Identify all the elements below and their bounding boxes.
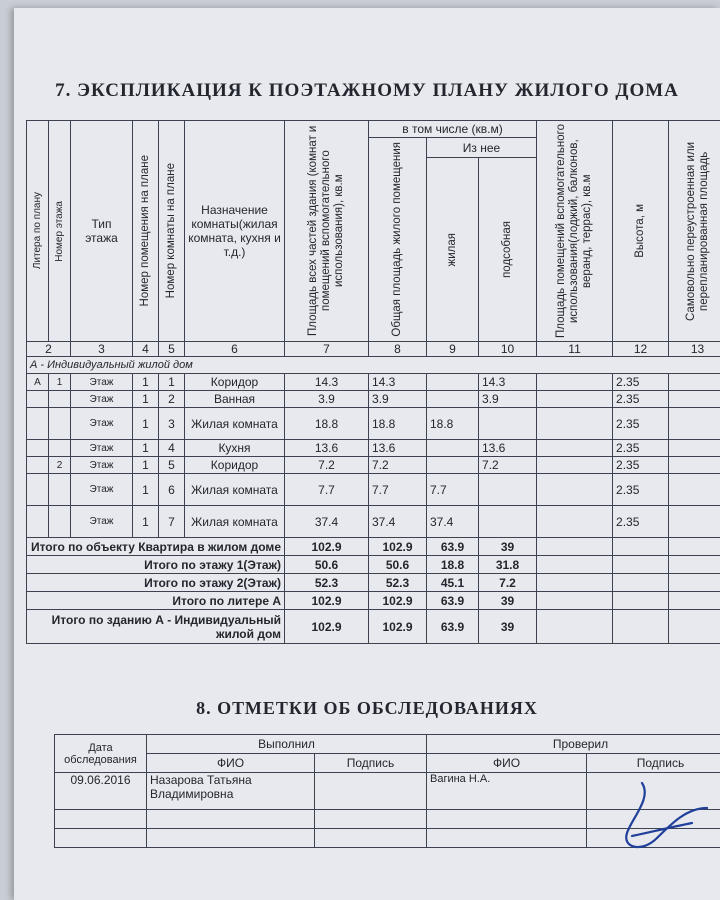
- cell-aux-area: [537, 506, 613, 538]
- cell-height: 2.35: [613, 474, 669, 506]
- total-living: 45.1: [427, 574, 479, 592]
- cell-unauthorized: [669, 474, 720, 506]
- total-total: 102.9: [369, 538, 427, 556]
- cell-total: 3.9: [369, 391, 427, 408]
- cell-floor: [49, 474, 71, 506]
- cell-litera: [27, 474, 49, 506]
- cell-total: 37.4: [369, 506, 427, 538]
- total-area: 52.3: [285, 574, 369, 592]
- total-row: [27, 556, 720, 574]
- table-row: [27, 391, 720, 408]
- total-aux: 7.2: [479, 574, 537, 592]
- total-label: Итого по этажу 2(Этаж): [27, 574, 285, 592]
- cell-type: Этаж: [71, 474, 133, 506]
- cell-room-no: 1: [133, 474, 159, 506]
- cell-floor: [49, 391, 71, 408]
- cell-area: 37.4: [285, 506, 369, 538]
- cell-plan-no: 4: [159, 440, 185, 457]
- cell-living: 18.8: [427, 408, 479, 440]
- cell-living: [427, 374, 479, 391]
- cell-room-no: 1: [133, 506, 159, 538]
- col-num: 9: [427, 342, 479, 357]
- cell-litera: [27, 408, 49, 440]
- header-living: жилая: [446, 232, 458, 267]
- col-num: 11: [537, 342, 613, 357]
- cell-total: 13.6: [369, 440, 427, 457]
- cell-room-no: 1: [133, 391, 159, 408]
- cell-type: Этаж: [71, 506, 133, 538]
- cell-aux-area: [537, 408, 613, 440]
- col-num: 12: [613, 342, 669, 357]
- cell-room-no: 1: [133, 440, 159, 457]
- section8-title: 8. ОТМЕТКИ ОБ ОБСЛЕДОВАНИЯХ: [196, 698, 538, 718]
- checked-header: Проверил: [427, 735, 720, 754]
- signature-header: Подпись: [587, 754, 720, 773]
- cell-type: Этаж: [71, 391, 133, 408]
- total-area: 102.9: [285, 610, 369, 644]
- cell-total: 7.7: [369, 474, 427, 506]
- explication-table: [26, 120, 720, 644]
- cell-height: 2.35: [613, 391, 669, 408]
- table-row: [27, 506, 720, 538]
- total-total: 50.6: [369, 556, 427, 574]
- cell-plan-no: 6: [159, 474, 185, 506]
- cell-aux: 3.9: [479, 391, 537, 408]
- col-num: 4: [133, 342, 159, 357]
- cell-total: 14.3: [369, 374, 427, 391]
- cell-living: [427, 440, 479, 457]
- cell-aux-area: [537, 474, 613, 506]
- cell-living: [427, 457, 479, 474]
- cell-unauthorized: [669, 440, 720, 457]
- header-group: в том числе (кв.м): [402, 122, 503, 136]
- header-total-living: Общая площадь жилого помещения: [391, 142, 403, 337]
- total-label: Итого по объекту Квартира в жилом доме: [27, 538, 285, 556]
- performer-signature: [315, 773, 427, 810]
- total-aux: 39: [479, 538, 537, 556]
- date-header: Дата обследования: [55, 735, 147, 773]
- cell-plan-no: 1: [159, 374, 185, 391]
- cell-living: 37.4: [427, 506, 479, 538]
- total-label: Итого по литере А: [27, 592, 285, 610]
- total-row: [27, 592, 720, 610]
- total-living: 63.9: [427, 592, 479, 610]
- col-num: 10: [479, 342, 537, 357]
- total-aux: 39: [479, 610, 537, 644]
- header-aux-area: Площадь помещений вспомогательного использования(лоджий, балконов, веранд, террас), кв.м: [555, 124, 594, 338]
- cell-type: Этаж: [71, 408, 133, 440]
- total-area: 102.9: [285, 538, 369, 556]
- cell-purpose: Жилая комната: [185, 408, 285, 440]
- cell-purpose: Коридор: [185, 374, 285, 391]
- col-num: 3: [71, 342, 133, 357]
- cell-unauthorized: [669, 506, 720, 538]
- cell-unauthorized: [669, 374, 720, 391]
- cell-unauthorized: [669, 408, 720, 440]
- col-num: 13: [669, 342, 720, 357]
- cell-height: 2.35: [613, 440, 669, 457]
- total-total: 102.9: [369, 610, 427, 644]
- inspection-header-row: [55, 735, 720, 754]
- total-area: 50.6: [285, 556, 369, 574]
- cell-height: 2.35: [613, 374, 669, 391]
- cell-height: 2.35: [613, 457, 669, 474]
- header-plan-number: Номер комнаты на плане: [165, 163, 177, 299]
- total-area: 102.9: [285, 592, 369, 610]
- cell-total: 18.8: [369, 408, 427, 440]
- cell-floor: [49, 408, 71, 440]
- cell-floor: 1: [49, 374, 71, 391]
- cell-aux-area: [537, 374, 613, 391]
- cell-aux: [479, 506, 537, 538]
- inspection-subheader-row: [55, 754, 720, 773]
- col-num: 8: [369, 342, 427, 357]
- cell-aux: [479, 474, 537, 506]
- section7-title: 7. ЭКСПЛИКАЦИЯ К ПОЭТАЖНОМУ ПЛАНУ ЖИЛОГО ДОМА: [55, 80, 679, 101]
- cell-type: Этаж: [71, 440, 133, 457]
- cell-area: 13.6: [285, 440, 369, 457]
- cell-total: 7.2: [369, 457, 427, 474]
- cell-unauthorized: [669, 391, 720, 408]
- cell-floor: 2: [49, 457, 71, 474]
- total-living: 18.8: [427, 556, 479, 574]
- total-total: 102.9: [369, 592, 427, 610]
- total-row: [27, 538, 720, 556]
- cell-area: 7.2: [285, 457, 369, 474]
- column-number-row: [27, 342, 720, 357]
- col-num: 6: [185, 342, 285, 357]
- total-row: [27, 574, 720, 592]
- cell-room-no: 1: [133, 457, 159, 474]
- cell-area: 18.8: [285, 408, 369, 440]
- cell-plan-no: 3: [159, 408, 185, 440]
- total-living: 63.9: [427, 538, 479, 556]
- cell-purpose: Коридор: [185, 457, 285, 474]
- cell-plan-no: 5: [159, 457, 185, 474]
- section-label: А - Индивидуальный жилой дом: [27, 357, 720, 374]
- cell-purpose: Жилая комната: [185, 506, 285, 538]
- total-row: [27, 610, 720, 644]
- cell-litera: [27, 506, 49, 538]
- table-row: [27, 408, 720, 440]
- header-sub: Из нее: [462, 140, 501, 155]
- performed-header: Выполнил: [147, 735, 427, 754]
- cell-aux: 7.2: [479, 457, 537, 474]
- cell-purpose: Ванная: [185, 391, 285, 408]
- header-purpose: Назначение комнаты(жилая комната, кухня и т.д.): [188, 203, 281, 259]
- table-row: [27, 457, 720, 474]
- col-num: 5: [159, 342, 185, 357]
- cell-aux-area: [537, 391, 613, 408]
- header-floor-type: Тип этажа: [85, 217, 118, 245]
- handwritten-signature: [612, 778, 712, 868]
- header-unauthorized: Самовольно переустроенная или перепланированная площадь: [684, 141, 710, 321]
- table-row: [27, 374, 720, 391]
- cell-area: 3.9: [285, 391, 369, 408]
- cell-plan-no: 2: [159, 391, 185, 408]
- col-num: 7: [285, 342, 369, 357]
- fio-header: ФИО: [147, 754, 315, 773]
- cell-litera: [27, 440, 49, 457]
- cell-aux-area: [537, 457, 613, 474]
- performer-name: Назарова Татьяна Владимировна: [147, 773, 315, 810]
- total-label: Итого по этажу 1(Этаж): [27, 556, 285, 574]
- checker-name: Вагина Н.А.: [427, 773, 587, 810]
- cell-type: Этаж: [71, 374, 133, 391]
- cell-litera: [27, 391, 49, 408]
- table-row: [27, 474, 720, 506]
- total-aux: 31.8: [479, 556, 537, 574]
- total-living: 63.9: [427, 610, 479, 644]
- total-total: 52.3: [369, 574, 427, 592]
- cell-litera: А: [27, 374, 49, 391]
- cell-unauthorized: [669, 457, 720, 474]
- cell-aux: [479, 408, 537, 440]
- cell-floor: [49, 440, 71, 457]
- header-row-1: [27, 121, 720, 138]
- cell-area: 14.3: [285, 374, 369, 391]
- cell-height: 2.35: [613, 408, 669, 440]
- cell-area: 7.7: [285, 474, 369, 506]
- cell-living: 7.7: [427, 474, 479, 506]
- fio-header: ФИО: [427, 754, 587, 773]
- cell-floor: [49, 506, 71, 538]
- cell-aux-area: [537, 440, 613, 457]
- header-area-all: Площадь всех частей здания (комнат и помещений вспомогательного использования), кв.м: [307, 125, 345, 337]
- cell-room-no: 1: [133, 408, 159, 440]
- header-height: Высота, м: [634, 204, 647, 258]
- cell-aux: 14.3: [479, 374, 537, 391]
- header-litera: Литера по плану: [32, 192, 43, 270]
- cell-room-no: 1: [133, 374, 159, 391]
- header-room-number: Номер помещения на плане: [139, 155, 151, 307]
- table-row: [27, 440, 720, 457]
- header-aux: подсобная: [501, 221, 513, 278]
- total-label: Итого по зданию А - Индивидуальный жилой дом: [27, 610, 285, 644]
- inspection-date: 09.06.2016: [55, 773, 147, 810]
- cell-height: 2.35: [613, 506, 669, 538]
- cell-living: [427, 391, 479, 408]
- document-page: [14, 8, 720, 900]
- cell-aux: 13.6: [479, 440, 537, 457]
- col-num: 2: [27, 342, 71, 357]
- total-aux: 39: [479, 592, 537, 610]
- section-label-row: [27, 357, 720, 374]
- cell-purpose: Кухня: [185, 440, 285, 457]
- header-floor-number: Номер этажа: [54, 200, 65, 262]
- signature-header: Подпись: [315, 754, 427, 773]
- cell-litera: [27, 457, 49, 474]
- cell-type: Этаж: [71, 457, 133, 474]
- cell-plan-no: 7: [159, 506, 185, 538]
- cell-purpose: Жилая комната: [185, 474, 285, 506]
